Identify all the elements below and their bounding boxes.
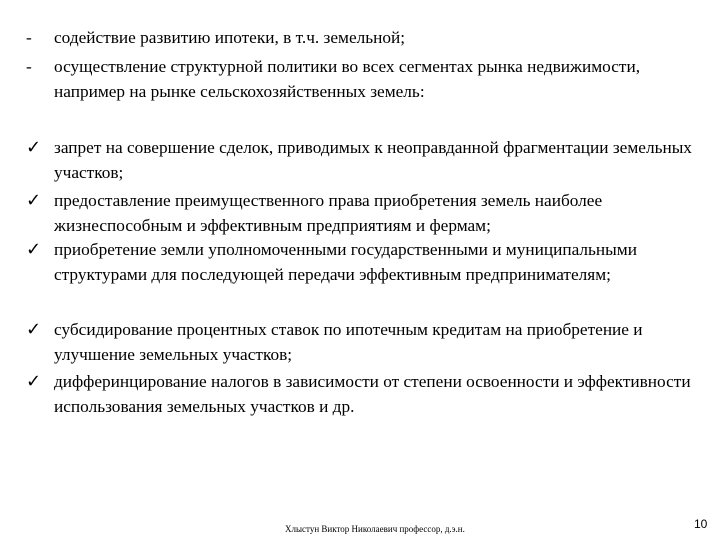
list-item-text: содействие развитию ипотеки, в т.ч. земельной; [54, 28, 406, 47]
list-item [26, 238, 696, 287]
dash-bullet: - [26, 28, 32, 47]
list-item-text: осуществление структурной политики во всех сегментах рынка недвижимости, например на рынке сельскохозяйственных земель: [54, 57, 641, 101]
list-item [26, 26, 696, 51]
checkmark-icon: ✓ [26, 137, 42, 158]
list-item-text: предоставление преимущественного права приобретения земель наиболее жизнеспособным и эффективным предприятиям и фермам; [54, 191, 603, 235]
list-item [26, 189, 696, 238]
list-item-text: субсидирование процентных ставок по ипотечным кредитам на приобретение и улучшение земельных участков; [54, 320, 643, 364]
dash-bullet: - [26, 57, 32, 76]
checkmark-icon: ✓ [26, 190, 42, 211]
list-item [26, 370, 696, 419]
list-item [26, 318, 696, 367]
page-number: 10 [694, 517, 708, 531]
list-item-text: приобретение земли уполномоченными государственными и муниципальными структурами для последующей передачи эффективным предпринимателям; [54, 240, 637, 284]
footer-author: Хлыстун Виктор Николаевич профессор, д.э.н. [285, 524, 465, 534]
list-item-text: дифферинцирование налогов в зависимости от степени освоенности и эффективности использования земельных участков и др. [54, 372, 691, 416]
list-item [26, 55, 696, 104]
checkmark-icon: ✓ [26, 371, 42, 392]
checkmark-icon: ✓ [26, 239, 42, 260]
checkmark-icon: ✓ [26, 319, 42, 340]
list-item [26, 136, 696, 185]
list-item-text: запрет на совершение сделок, приводимых к неоправданной фрагментации земельных участков; [54, 138, 692, 182]
